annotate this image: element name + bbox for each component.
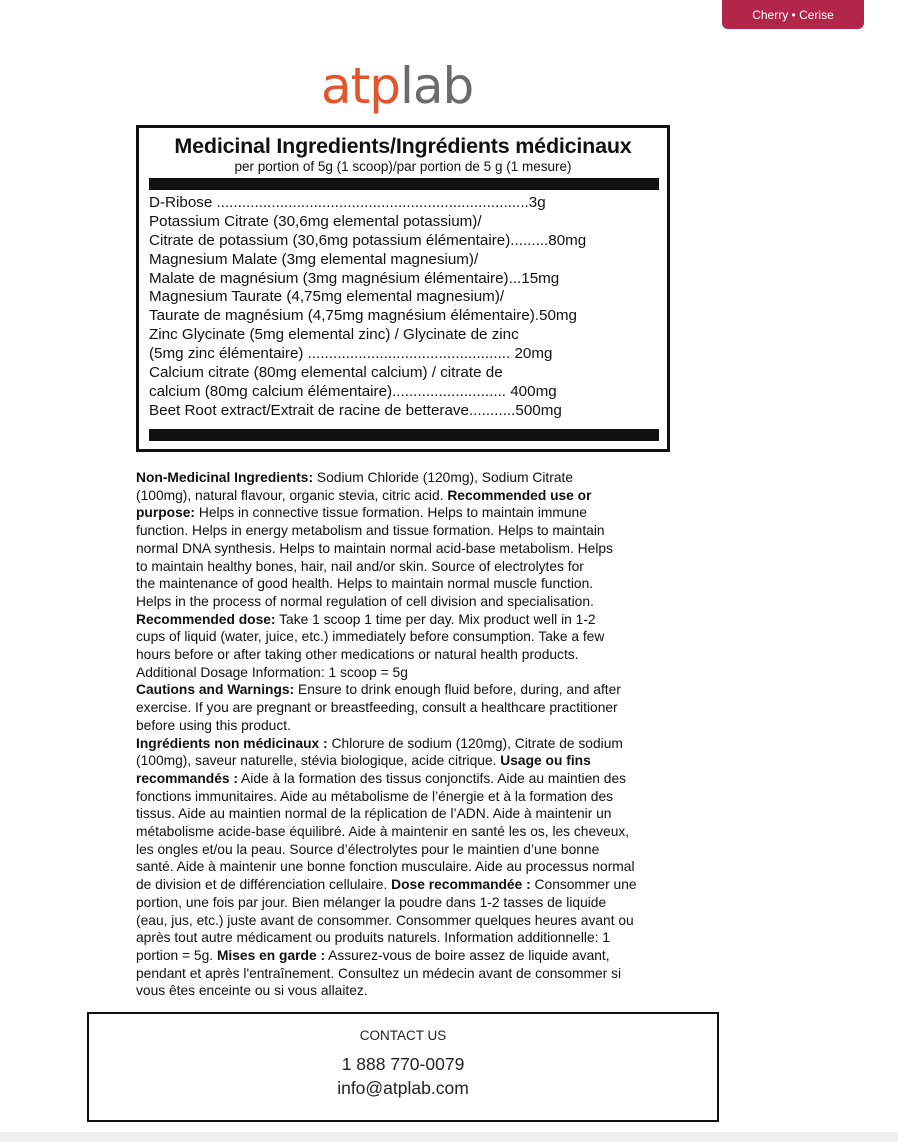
text-run: après tout autre médicament ou produits naturels. Information additionnelle: 1 xyxy=(136,930,610,946)
text-line xyxy=(136,912,692,930)
contact-email[interactable]: info@atplab.com xyxy=(337,1078,469,1098)
text-run: to maintain healthy bones, hair, nail and/or skin. Source of electrolytes for xyxy=(136,558,584,574)
bold-heading: Dose recommandée : xyxy=(391,877,531,893)
text-line xyxy=(136,752,692,770)
text-run: (100mg), natural flavour, organic stevia, citric acid. xyxy=(136,487,448,503)
ingredients-divider-top xyxy=(149,178,659,190)
footer-strip xyxy=(0,1132,898,1142)
product-information-text xyxy=(136,469,692,1000)
ingredients-title: Medicinal Ingredients/Ingrédients médicinaux xyxy=(174,134,632,158)
text-run: the maintenance of good health. Helps to maintain normal muscle function. xyxy=(136,576,594,592)
text-line xyxy=(136,770,692,788)
text-line xyxy=(136,611,692,629)
text-run: vous êtes enceinte ou si vous allaitez. xyxy=(136,983,368,999)
ingredient-line: Beet Root extract/Extrait de racine de betterave...........500mg xyxy=(149,401,562,419)
text-line xyxy=(136,540,692,558)
bold-heading: Mises en garde : xyxy=(216,947,326,963)
logo-lab: lab xyxy=(399,57,474,115)
text-line xyxy=(136,504,692,522)
text-run: normal DNA synthesis. Helps to maintain normal acid-base metabolism. Helps xyxy=(136,540,613,556)
flavor-badge: Cherry • Cerise xyxy=(722,0,864,29)
text-line xyxy=(136,575,692,593)
text-run: fonctions immunitaires. Aide au métabolisme de l’énergie et à la formation des xyxy=(136,788,614,804)
ingredient-line: (5mg zinc élémentaire) ................................................ 20mg xyxy=(149,345,553,363)
contact-title: CONTACT US xyxy=(359,1028,447,1043)
text-line xyxy=(136,558,692,576)
ingredient-line: D-Ribose ..........................................................................3g xyxy=(149,194,546,211)
bold-heading: Cautions and Warnings: xyxy=(136,682,295,698)
text-line xyxy=(136,487,692,505)
ingredient-line: Malate de magnésium (3mg magnésium élémentaire)...15mg xyxy=(149,269,560,287)
contact-box xyxy=(87,1012,719,1122)
text-run: Helps in connective tissue formation. Helps to maintain immune xyxy=(195,505,587,521)
text-line xyxy=(136,805,692,823)
text-line xyxy=(136,982,692,1000)
text-run: Ensure to drink enough fluid before, during, and after xyxy=(294,682,621,698)
ingredient-line: Taurate de magnésium (4,75mg magnésium élémentaire).50mg xyxy=(149,307,577,325)
text-run: before using this product. xyxy=(136,717,291,733)
text-line xyxy=(136,788,692,806)
text-line xyxy=(136,858,692,876)
bold-heading: Recommended use or xyxy=(447,487,592,503)
bold-heading: Recommended dose: xyxy=(136,611,276,627)
text-line xyxy=(136,947,692,965)
text-run: exercise. If you are pregnant or breastfeeding, consult a healthcare practitioner xyxy=(136,700,618,716)
ingredients-divider-bottom xyxy=(149,429,659,441)
text-line xyxy=(136,894,692,912)
text-line xyxy=(136,965,692,983)
ingredient-line: calcium (80mg calcium élémentaire)........................... 400mg xyxy=(149,382,557,400)
text-line xyxy=(136,823,692,841)
bold-heading: Usage ou fins xyxy=(500,753,591,769)
text-run: (100mg), saveur naturelle, stévia biologique, acide citrique. xyxy=(136,753,501,769)
text-run: santé. Aide à maintenir une bonne fonction musculaire. Aide au processus normal xyxy=(136,859,635,875)
text-run: Additional Dosage Information: 1 scoop = 5g xyxy=(136,664,408,680)
bold-heading: recommandés : xyxy=(136,770,238,786)
bold-heading: Non-Medicinal Ingredients: xyxy=(136,470,314,485)
ingredient-line: Magnesium Taurate (4,75mg elemental magnesium)/ xyxy=(149,288,505,306)
ingredient-line: Calcium citrate (80mg elemental calcium) / citrate de xyxy=(149,364,503,382)
text-line xyxy=(136,876,692,894)
medicinal-ingredients-box xyxy=(136,125,670,452)
text-line xyxy=(136,681,692,699)
text-run: Take 1 scoop 1 time per day. Mix product well in 1-2 xyxy=(275,611,596,627)
text-line xyxy=(136,735,692,753)
text-line xyxy=(136,717,692,735)
text-line xyxy=(136,522,692,540)
text-run: cups of liquid (water, juice, etc.) immediately before consumption. Take a few xyxy=(136,629,605,645)
text-run: Aide à la formation des tissus conjonctifs. Aide au maintien des xyxy=(237,770,627,786)
text-line xyxy=(136,646,692,664)
atplab-logo xyxy=(321,56,473,116)
ingredients-list xyxy=(149,194,659,421)
text-run: (eau, jus, etc.) juste avant de consommer. Consommer quelques heures avant ou xyxy=(136,912,634,928)
text-run: portion, une fois par jour. Bien mélanger la poudre dans 1-2 tasses de liquide xyxy=(136,894,607,910)
text-line xyxy=(136,469,692,487)
ingredient-line: Magnesium Malate (3mg elemental magnesium)/ xyxy=(149,250,479,268)
text-run: hours before or after taking other medications or natural health products. xyxy=(136,647,579,663)
text-run: tissus. Aide au maintien normal de la réplication de l’ADN. Aide à maintenir un xyxy=(136,806,612,822)
text-run: Chlorure de sodium (120mg), Citrate de sodium xyxy=(327,735,623,751)
text-line xyxy=(136,929,692,947)
ingredients-subtitle: per portion of 5g (1 scoop)/par portion de 5 g (1 mesure) xyxy=(234,159,572,174)
text-run: pendant et après l'entraînement. Consultez un médecin avant de consommer si xyxy=(136,965,622,981)
ingredient-line: Citrate de potassium (30,6mg potassium élémentaire).........80mg xyxy=(149,231,587,249)
text-run: Sodium Chloride (120mg), Sodium Citrate xyxy=(313,470,574,485)
text-run: métabolisme acide-base équilibré. Aide à maintenir en santé les os, les cheveux, xyxy=(136,824,630,840)
bold-heading: purpose: xyxy=(136,505,196,521)
text-line xyxy=(136,699,692,717)
contact-phone[interactable]: 1 888 770-0079 xyxy=(341,1054,465,1074)
bold-heading: Ingrédients non médicinaux : xyxy=(136,735,328,751)
text-line xyxy=(136,628,692,646)
text-run: Consommer une xyxy=(530,877,637,893)
text-line xyxy=(136,664,692,682)
text-run: les ongles et/ou la peau. Source d’électrolytes pour le maintien d’une bonne xyxy=(136,841,600,857)
text-line xyxy=(136,841,692,859)
text-run: portion = 5g. xyxy=(136,947,217,963)
text-run: function. Helps in energy metabolism and tissue formation. Helps to maintain xyxy=(136,523,605,539)
text-run: Helps in the process of normal regulation of cell division and specialisation. xyxy=(136,593,594,609)
text-line xyxy=(136,593,692,611)
text-run: de division et de différenciation cellulaire. xyxy=(136,877,392,893)
ingredient-line: Potassium Citrate (30,6mg elemental potassium)/ xyxy=(149,212,482,230)
text-run: Assurez-vous de boire assez de liquide avant, xyxy=(325,947,610,963)
logo-atp: atp xyxy=(321,57,400,115)
ingredient-line: Zinc Glycinate (5mg elemental zinc) / Glycinate de zinc xyxy=(149,326,519,344)
